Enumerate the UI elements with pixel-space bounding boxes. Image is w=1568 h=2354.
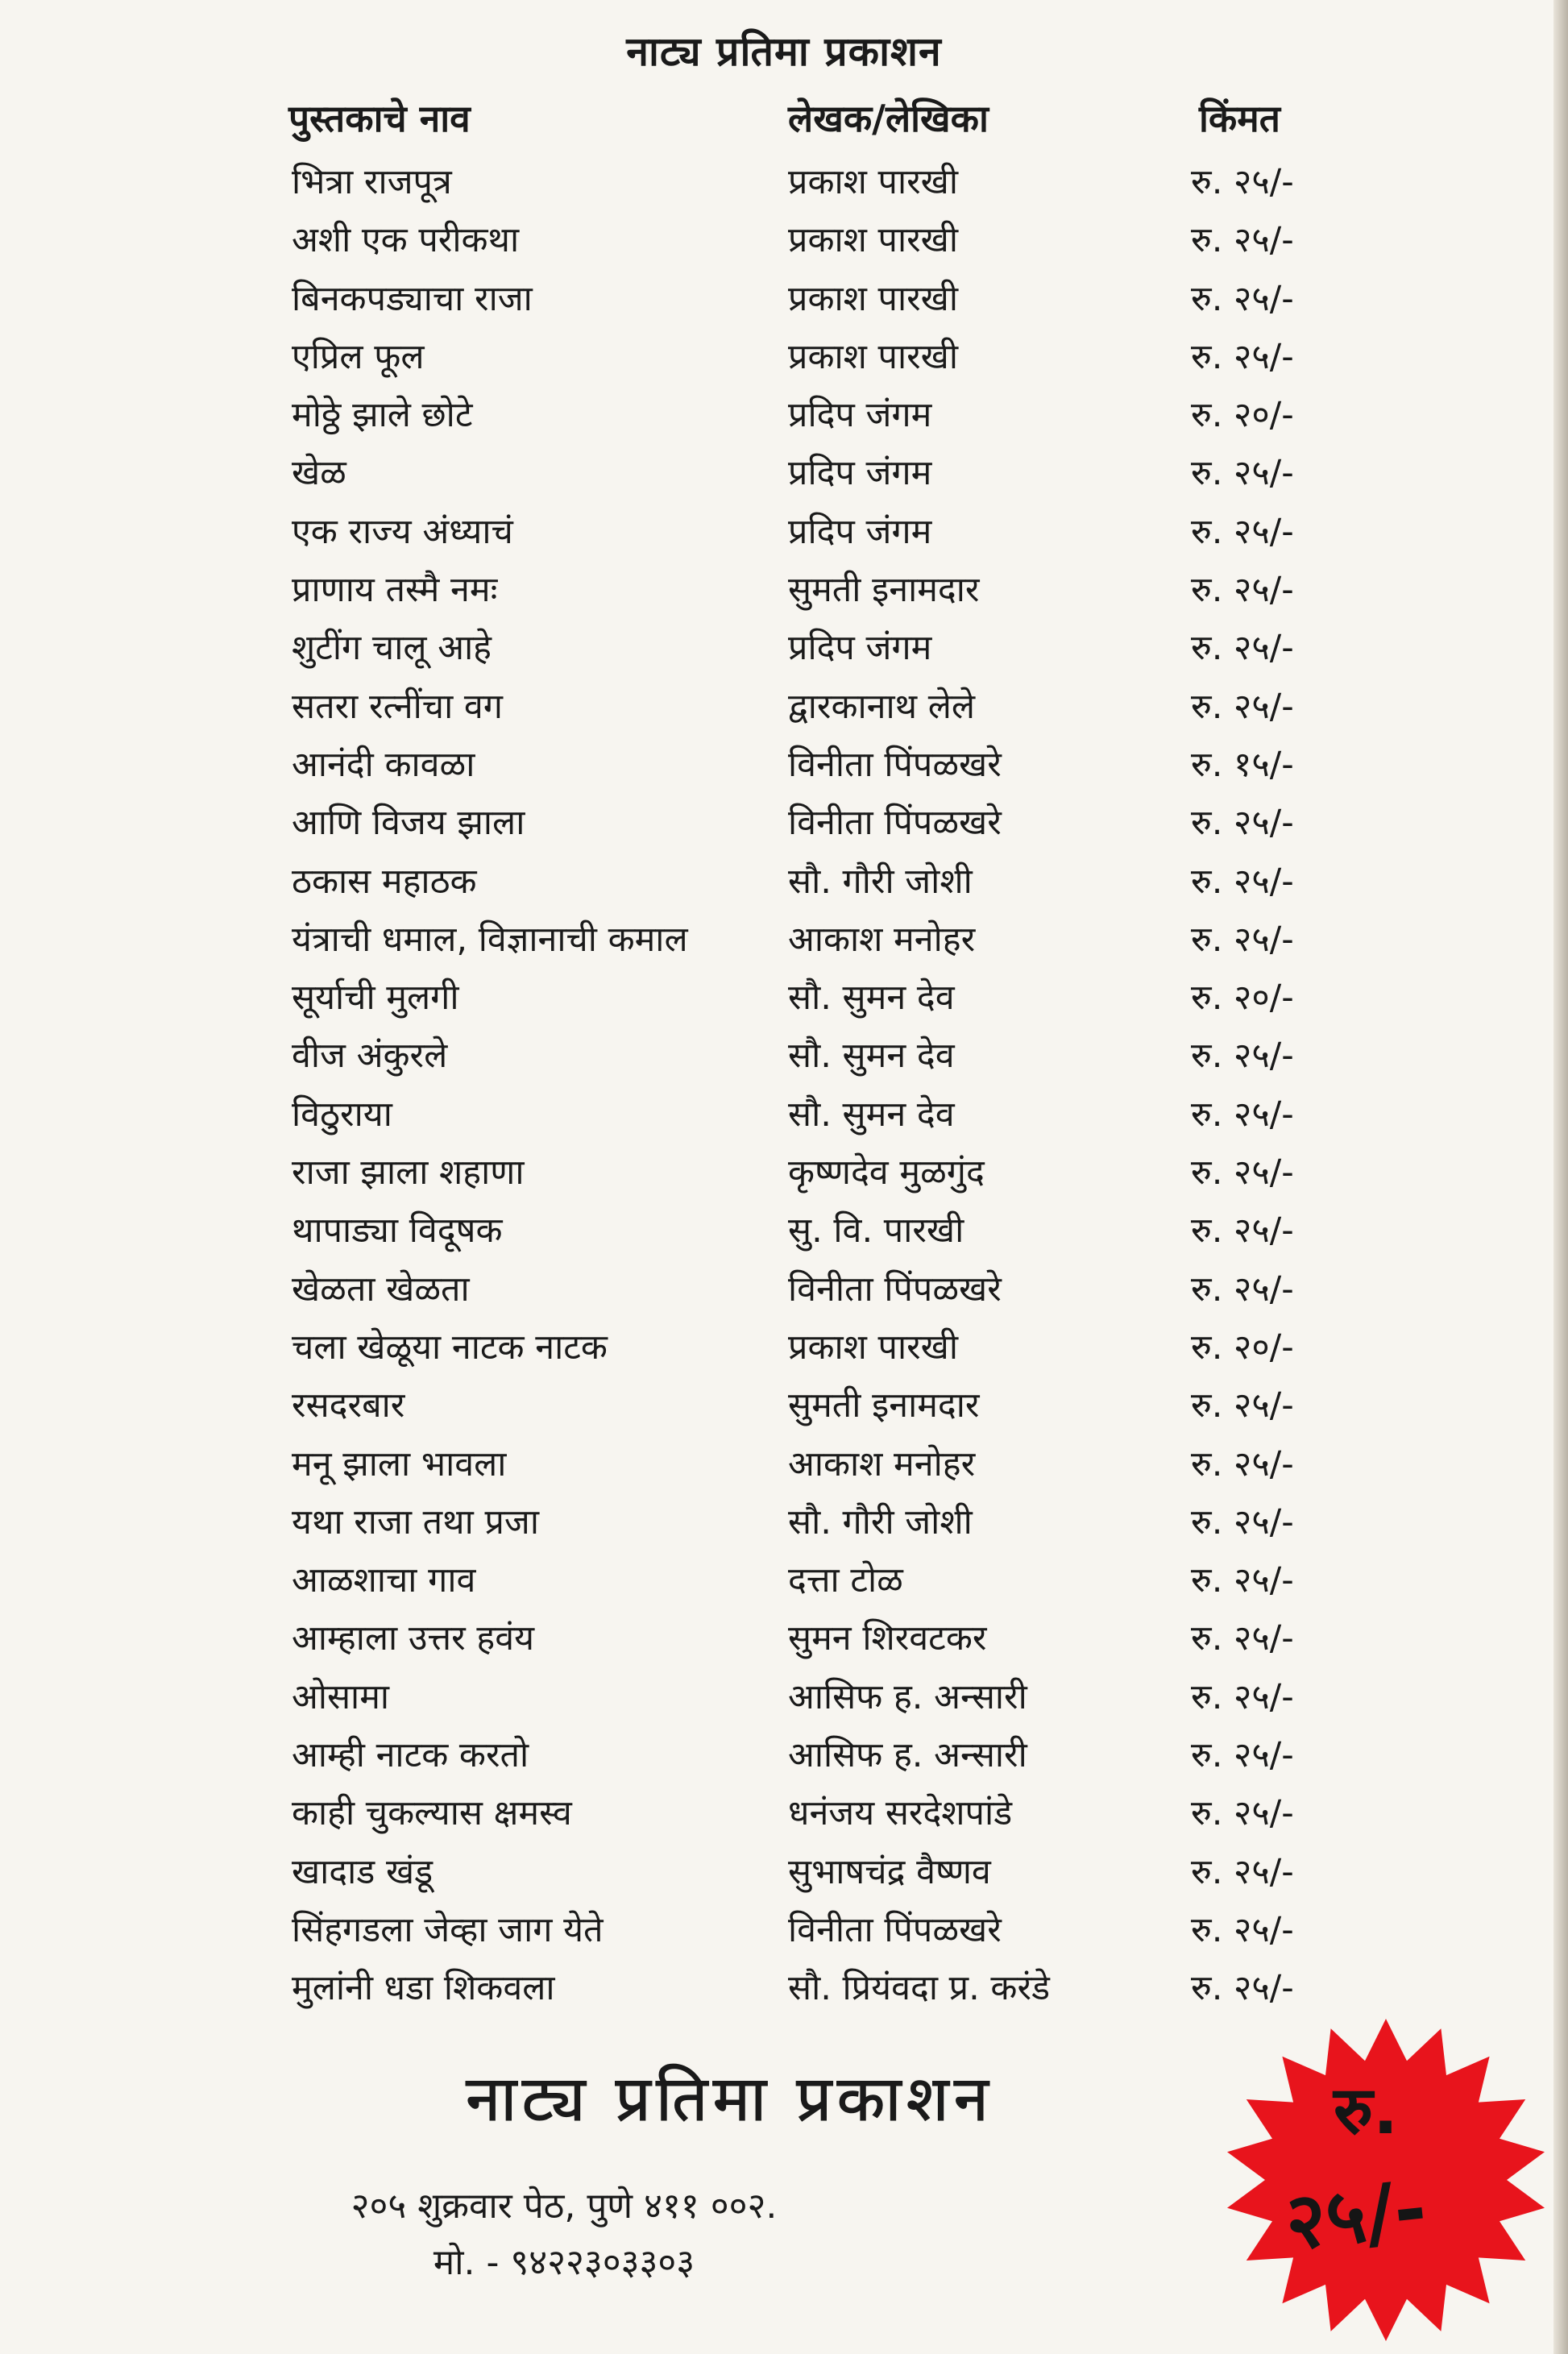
- book-price: रु. २५/-: [1191, 1618, 1294, 1659]
- book-author: प्रदिप जंगम: [788, 395, 932, 436]
- book-price: रु. २५/-: [1191, 1094, 1294, 1135]
- book-name: बिनकपड्याचा राजा: [292, 278, 533, 319]
- book-name: सिंहगडला जेव्हा जाग येते: [292, 1909, 604, 1950]
- book-price: रु. २५/-: [1191, 861, 1294, 902]
- book-name: मोठ्ठे झाले छोटे: [292, 395, 473, 436]
- book-author: प्रदिप जंगम: [788, 453, 932, 494]
- book-author: प्रदिप जंगम: [788, 628, 932, 669]
- book-name: काही चुकल्यास क्षमस्व: [292, 1793, 572, 1834]
- table-row: [0, 1260, 1568, 1318]
- book-price: रु. २५/-: [1191, 1560, 1294, 1601]
- book-price: रु. २५/-: [1191, 1385, 1294, 1426]
- table-row: [0, 911, 1568, 969]
- book-author: कृष्णदेव मुळगुंद: [788, 1152, 985, 1194]
- book-name: खादाड खंडू: [292, 1851, 433, 1892]
- book-name: आळशाचा गाव: [292, 1560, 476, 1601]
- book-price: रु. २५/-: [1191, 278, 1294, 319]
- book-author: प्रकाश पारखी: [788, 220, 958, 261]
- book-name: ओसामा: [292, 1676, 390, 1717]
- book-author: आसिफ ह. अन्सारी: [788, 1735, 1027, 1776]
- table-row: [0, 1086, 1568, 1144]
- footer-phone: मो. - ९४२२३०३३०३: [433, 2242, 695, 2283]
- column-header-price: किंमत: [1199, 97, 1280, 140]
- table-row: [0, 969, 1568, 1027]
- book-price: रु. २५/-: [1191, 511, 1294, 552]
- book-author: सौ. सुमन देव: [788, 1094, 955, 1135]
- book-list: [0, 153, 1568, 2018]
- page-title: नाट्य प्रतिमा प्रकाशन: [626, 28, 942, 75]
- book-price: रु. २५/-: [1191, 1152, 1294, 1194]
- book-name: राजा झाला शहाणा: [292, 1152, 525, 1194]
- book-author: विनीता पिंपळखरे: [788, 1909, 1002, 1950]
- table-row: [0, 211, 1568, 269]
- book-name: शुटींग चालू आहे: [292, 628, 492, 669]
- book-author: सौ. सुमन देव: [788, 1036, 955, 1077]
- book-author: आकाश मनोहर: [788, 1443, 976, 1484]
- book-author: सौ. प्रियंवदा प्र. करंडे: [788, 1968, 1051, 2009]
- book-name: मनू झाला भावला: [292, 1443, 507, 1484]
- table-row: [0, 444, 1568, 502]
- book-author: सौ. सुमन देव: [788, 978, 955, 1019]
- book-name: भित्रा राजपूत्र: [292, 162, 452, 202]
- table-row: [0, 1493, 1568, 1551]
- book-name: वीज अंकुरले: [292, 1036, 448, 1077]
- book-author: सौ. गौरी जोशी: [788, 861, 973, 902]
- table-row: [0, 1959, 1568, 2017]
- book-price: रु. २५/-: [1191, 453, 1294, 494]
- book-price: रु. २५/-: [1191, 336, 1294, 377]
- price-badge-amount: २५/-: [1280, 2163, 1431, 2268]
- book-name: प्राणाय तस्मै नमः: [292, 570, 498, 611]
- book-author: प्रकाश पारखी: [788, 278, 958, 319]
- table-row: [0, 1843, 1568, 1901]
- book-name: थापाड्या विदूषक: [292, 1210, 503, 1252]
- book-name: चला खेळूया नाटक नाटक: [292, 1326, 608, 1368]
- table-row: [0, 561, 1568, 619]
- book-author: विनीता पिंपळखरे: [788, 803, 1002, 844]
- table-row: [0, 853, 1568, 911]
- book-name: एप्रिल फूल: [292, 336, 425, 377]
- table-row: [0, 678, 1568, 736]
- table-row: [0, 153, 1568, 211]
- table-row: [0, 736, 1568, 794]
- book-author: सुभाषचंद्र वैष्णव: [788, 1851, 991, 1892]
- book-name: रसदरबार: [292, 1385, 405, 1426]
- book-name: खेळ: [292, 453, 346, 494]
- book-name: अशी एक परीकथा: [292, 220, 520, 261]
- book-price: रु. २५/-: [1191, 1735, 1294, 1776]
- book-price: रु. २५/-: [1191, 1676, 1294, 1717]
- book-name: खेळता खेळता: [292, 1268, 470, 1310]
- footer-address: २०५ शुक्रवार पेठ, पुणे ४११ ००२.: [351, 2186, 778, 2227]
- book-author: विनीता पिंपळखरे: [788, 1268, 1002, 1310]
- column-header-book-name: पुस्तकाचे नाव: [288, 97, 471, 140]
- book-author: प्रदिप जंगम: [788, 511, 932, 552]
- table-row: [0, 270, 1568, 328]
- table-row: [0, 1027, 1568, 1085]
- table-row: [0, 1202, 1568, 1260]
- book-name: आनंदी कावळा: [292, 744, 475, 785]
- book-name: मुलांनी धडा शिकवला: [292, 1968, 555, 2009]
- table-row: [0, 1318, 1568, 1376]
- book-price: रु. २०/-: [1191, 1326, 1294, 1368]
- book-name: ठकास महाठक: [292, 861, 477, 902]
- table-header: [0, 93, 1568, 149]
- book-name: सतरा रत्नींचा वग: [292, 686, 503, 727]
- book-name: आम्हाला उत्तर हवंय: [292, 1618, 535, 1659]
- book-author: सु. वि. पारखी: [788, 1210, 964, 1252]
- footer-publisher-name: नाट्य प्रतिमा प्रकाशन: [466, 2063, 993, 2136]
- book-price: रु. २५/-: [1191, 1501, 1294, 1542]
- price-badge-currency: रु.: [1334, 2073, 1399, 2149]
- book-author: द्वारकानाथ लेले: [788, 686, 976, 727]
- column-header-author: लेखक/लेखिका: [788, 97, 989, 140]
- book-price: रु. २५/-: [1191, 628, 1294, 669]
- book-name: यथा राजा तथा प्रजा: [292, 1501, 539, 1542]
- table-row: [0, 386, 1568, 444]
- book-price: रु. २५/-: [1191, 220, 1294, 261]
- book-name: आणि विजय झाला: [292, 803, 525, 844]
- book-author: सुमती इनामदार: [788, 570, 980, 611]
- table-row: [0, 1144, 1568, 1202]
- book-price: रु. २५/-: [1191, 162, 1294, 202]
- book-author: आकाश मनोहर: [788, 919, 976, 960]
- book-price: रु. १५/-: [1191, 744, 1294, 785]
- table-row: [0, 619, 1568, 677]
- table-row: [0, 1376, 1568, 1434]
- book-price: रु. २५/-: [1191, 1851, 1294, 1892]
- table-row: [0, 1551, 1568, 1609]
- book-author: दत्ता टोळ: [788, 1560, 903, 1601]
- book-price: रु. २५/-: [1191, 803, 1294, 844]
- book-author: सौ. गौरी जोशी: [788, 1501, 973, 1542]
- book-price: रु. २०/-: [1191, 978, 1294, 1019]
- book-author: आसिफ ह. अन्सारी: [788, 1676, 1027, 1717]
- book-price: रु. २५/-: [1191, 919, 1294, 960]
- book-name: विठुराया: [292, 1094, 392, 1135]
- book-price: रु. २५/-: [1191, 1968, 1294, 2009]
- table-row: [0, 1609, 1568, 1667]
- book-price: रु. २५/-: [1191, 1909, 1294, 1950]
- table-row: [0, 794, 1568, 852]
- book-price: रु. २५/-: [1191, 686, 1294, 727]
- book-name: एक राज्य अंध्याचं: [292, 511, 513, 552]
- book-price: रु. २५/-: [1191, 570, 1294, 611]
- book-price: रु. २५/-: [1191, 1268, 1294, 1310]
- book-name: आम्ही नाटक करतो: [292, 1735, 529, 1776]
- book-author: प्रकाश पारखी: [788, 336, 958, 377]
- table-row: [0, 1726, 1568, 1784]
- book-author: प्रकाश पारखी: [788, 1326, 958, 1368]
- table-row: [0, 328, 1568, 386]
- table-row: [0, 1435, 1568, 1493]
- book-price: रु. २०/-: [1191, 395, 1294, 436]
- book-price: रु. २५/-: [1191, 1793, 1294, 1834]
- book-author: प्रकाश पारखी: [788, 162, 958, 202]
- table-row: [0, 1901, 1568, 1959]
- book-author: सुमती इनामदार: [788, 1385, 980, 1426]
- book-author: सुमन शिरवटकर: [788, 1618, 987, 1659]
- table-row: [0, 503, 1568, 561]
- book-price: रु. २५/-: [1191, 1210, 1294, 1252]
- book-author: धनंजय सरदेशपांडे: [788, 1793, 1013, 1834]
- book-price: रु. २५/-: [1191, 1036, 1294, 1077]
- book-name: सूर्याची मुलगी: [292, 978, 459, 1019]
- book-name: यंत्राची धमाल, विज्ञानाची कमाल: [292, 919, 688, 960]
- book-author: विनीता पिंपळखरे: [788, 744, 1002, 785]
- book-price: रु. २५/-: [1191, 1443, 1294, 1484]
- table-row: [0, 1668, 1568, 1726]
- table-row: [0, 1784, 1568, 1842]
